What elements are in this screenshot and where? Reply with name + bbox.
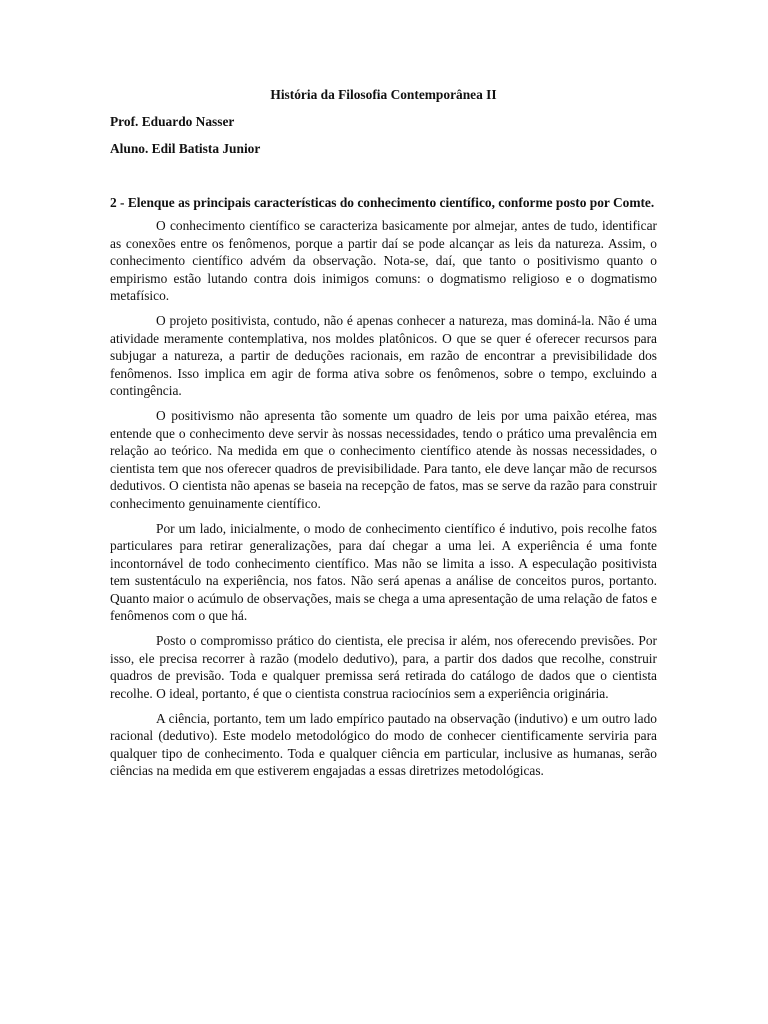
paragraph: Posto o compromisso prático do cientista, ele precisa ir além, nos oferecendo previsões. Por isso, ele precisa recorrer à razão (modelo dedutivo), para, a partir dos dados que recolhe, construir quadros de previsão. Toda e qualquer premissa será retirada do catálogo de dados que o cientista recolhe. O ideal, portanto, é que o cientista construa raciocínios sem a experiência originária. <box>110 633 657 701</box>
professor-name: Prof. Eduardo Nasser <box>110 114 235 129</box>
document-title: História da Filosofia Contemporânea II <box>270 87 497 102</box>
paragraph: O positivismo não apresenta tão somente um quadro de leis por uma paixão etérea, mas entende que o conhecimento deve servir às nossas necessidades, tendo o prático uma prevalência em relação ao teórico. Na medida em que o conhecimento científico atende às nossas necessidades, o cientista tem que nos oferecer quadros de previsibilidade. Para tanto, ele deve lançar mão de recursos dedutivos. O cientista não apenas se baseia na recepção de fatos, mas se serve da razão para construir conhecimento genuinamente científico. <box>110 408 657 511</box>
student-name: Aluno. Edil Batista Junior <box>110 141 261 156</box>
question-heading: 2 - Elenque as principais características do conhecimento científico, conforme posto por Comte. <box>110 195 655 210</box>
paragraph: O conhecimento científico se caracteriza basicamente por almejar, antes de tudo, identificar as conexões entre os fenômenos, porque a partir daí se pode alcançar as leis da natureza. Assim, o conhecimento científico advém da observação. Nota-se, daí, que tanto o positivismo quanto o empirismo estão lutando contra dois inimigos comuns: o dogmatismo religioso e o dogmatismo metafísico. <box>110 218 657 304</box>
paragraph: Por um lado, inicialmente, o modo de conhecimento científico é indutivo, pois recolhe fatos particulares para retirar generalizações, para daí chegar a uma lei. A experiência é uma fonte incontornável de todo conhecimento científico. Mas não se limita a isso. A especulação positivista tem sustentáculo na experiência, nos fatos. Não será apenas a análise de conceitos puros, portanto. Quanto maior o acúmulo de observações, mais se chega a uma apresentação de uma relação de fatos e fenômenos com o que há. <box>110 520 657 623</box>
paragraph: O projeto positivista, contudo, não é apenas conhecer a natureza, mas dominá-la. Não é uma atividade meramente contemplativa, nos moldes platônicos. O que se quer é oferecer recursos para subjugar a natureza, a partir de deduções racionais, em razão de encontrar a previsibilidade dos fenômenos. Isso implica em agir de forma ativa sobre os fenômenos, sobre o tempo, excluindo a contingência. <box>110 313 657 399</box>
paragraph: A ciência, portanto, tem um lado empírico pautado na observação (indutivo) e um outro lado racional (dedutivo). Este modelo metodológico do modo de conhecer cientificamente serviria para qualquer tipo de conhecimento. Toda e qualquer ciência em particular, inclusive as humanas, serão ciências na medida em que estiverem engajadas a essas diretrizes metodológicas. <box>110 710 657 779</box>
document-page <box>110 86 657 788</box>
